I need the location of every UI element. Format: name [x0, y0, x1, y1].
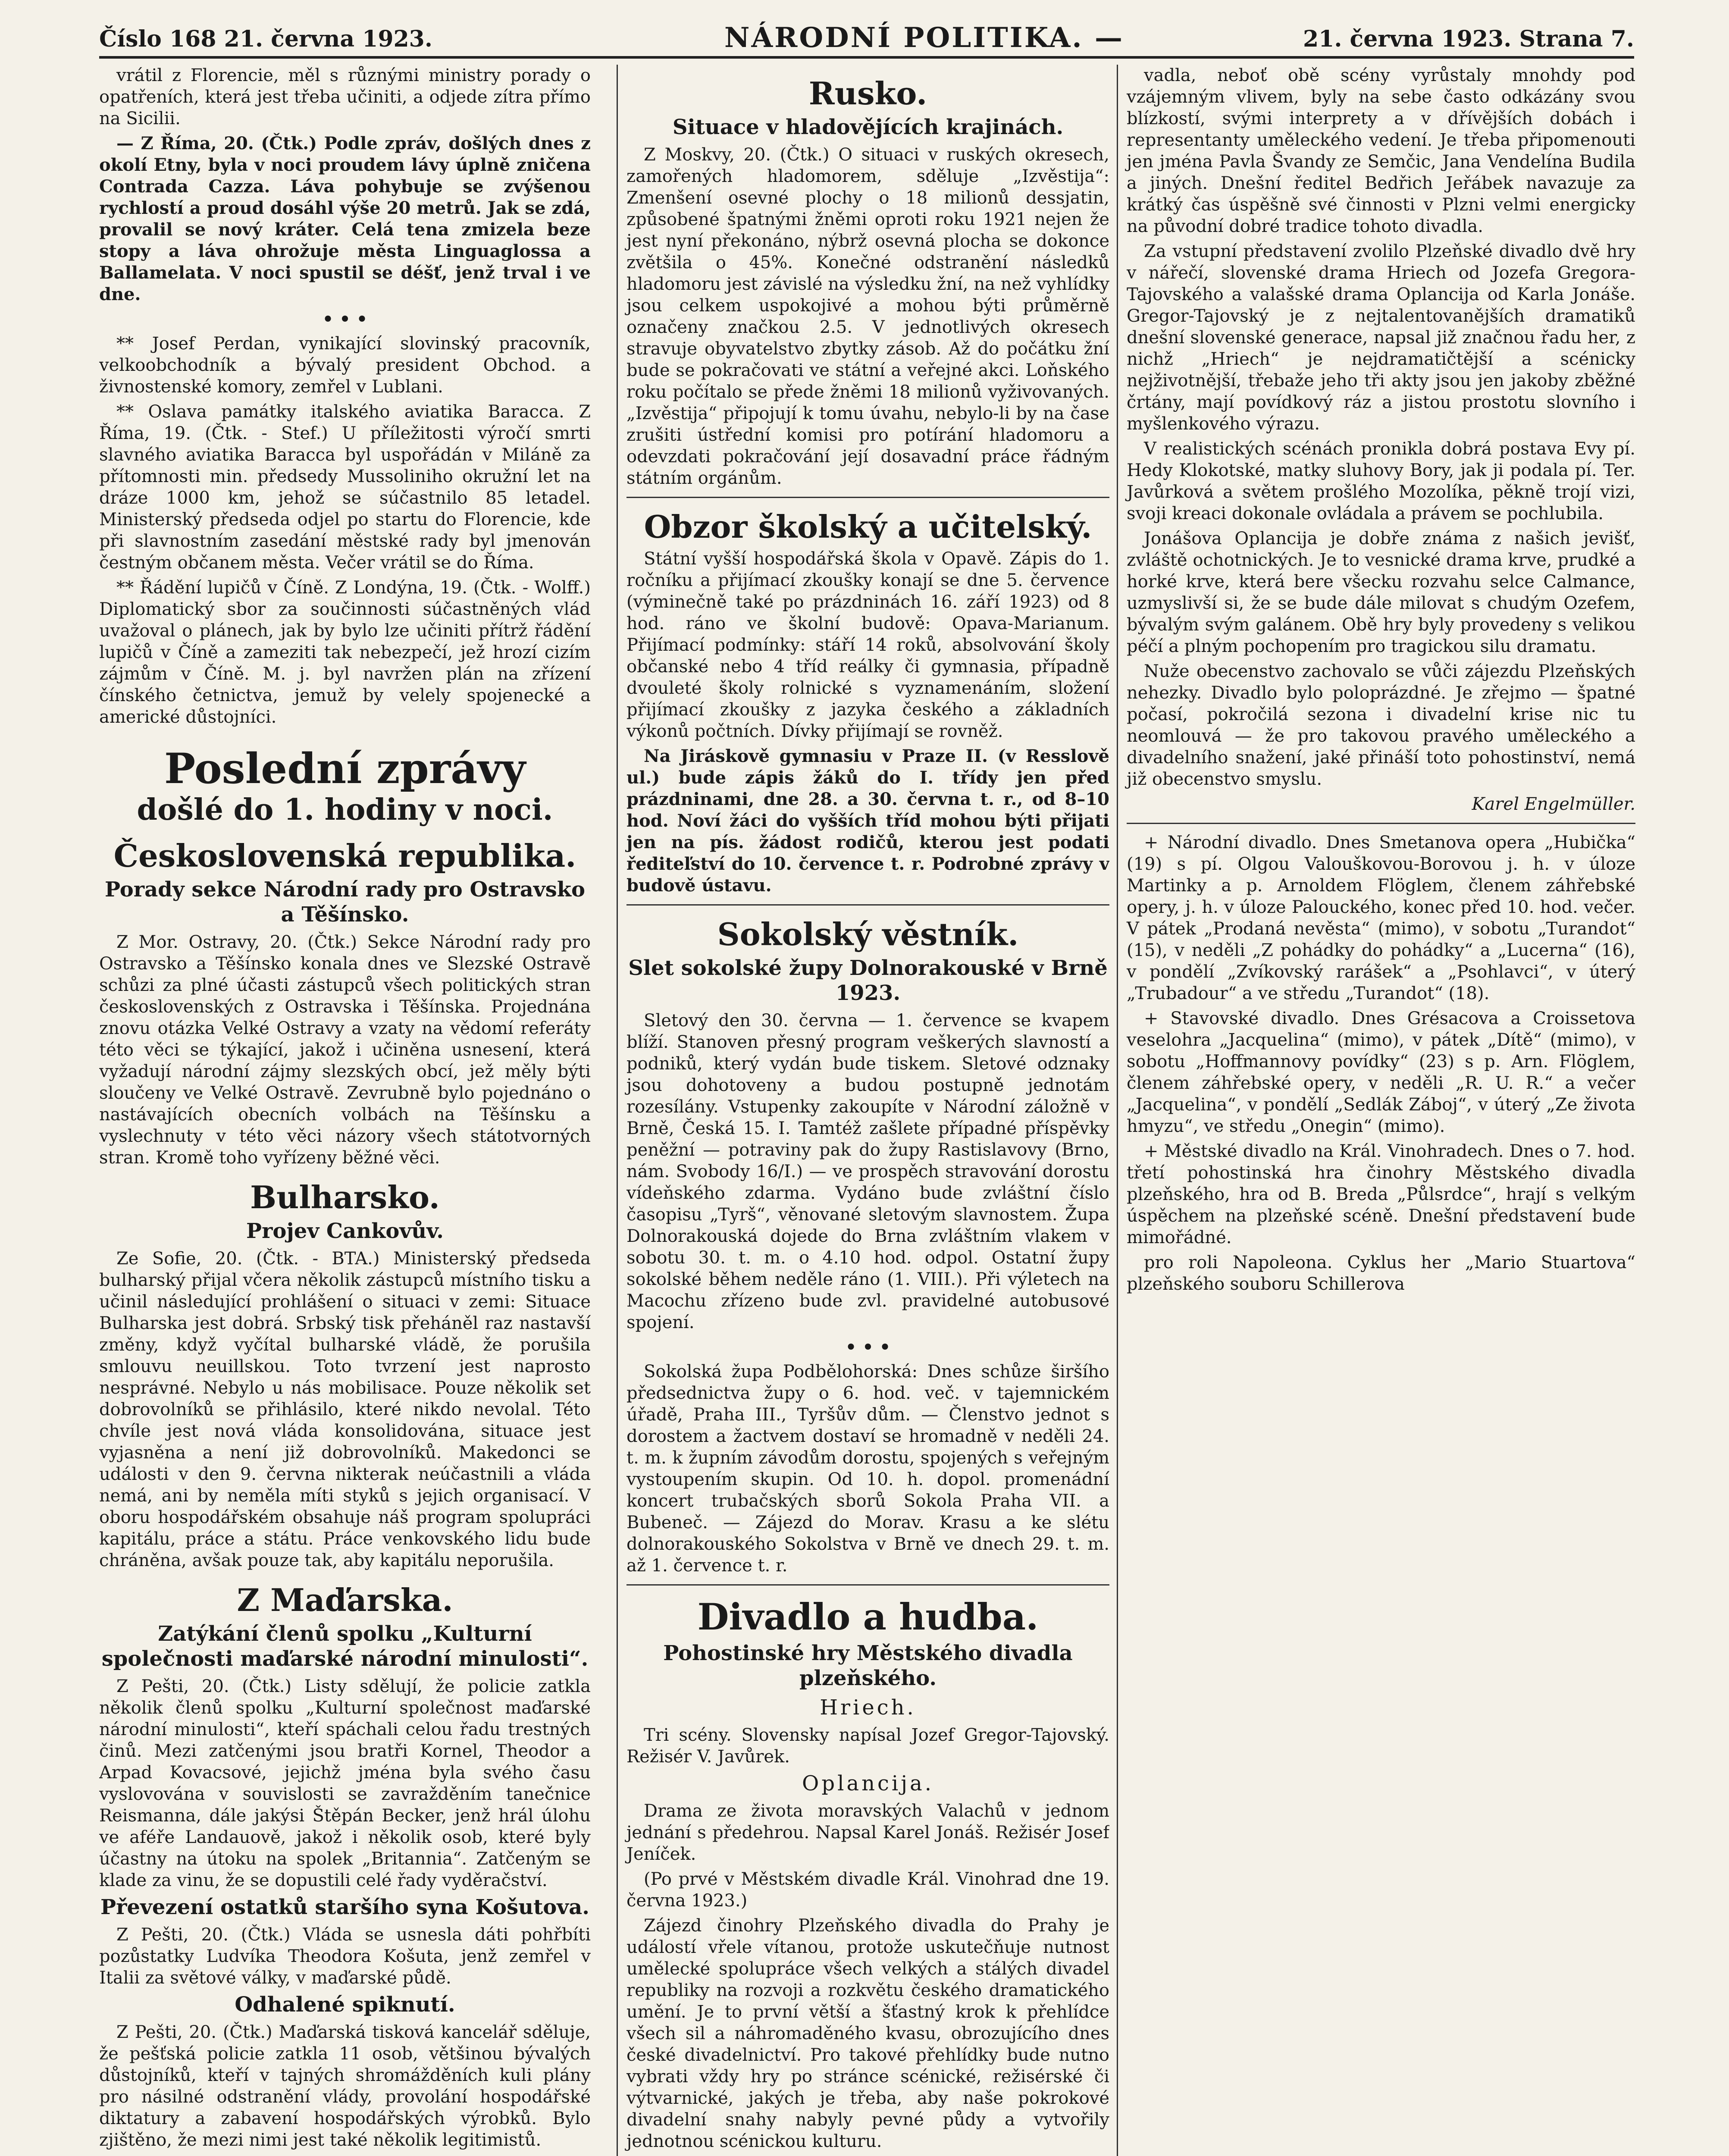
- issue-date: Číslo 168 21. června 1923.: [99, 26, 432, 52]
- program-vinohrady: + Městské divadlo na Král. Vinohradech. Dnes o 7. hod. třetí pohostinská hra činohry Městského divadla plzeňského, hra od B. Breda „Půlsrdce“, hrají s velkým úspěchem na plzeňské scéně. Dnešní představení bude mimořádné.: [1127, 1141, 1635, 1247]
- article-body-obzor: Státní vyšší hospodářská škola v Opavě. Zápis do 1. ročníku a přijímací zkoušky konají se dne 5. července (výminečně také po prázdninách 16. září 1923) od 8 hod. ráno ve školní budově: Opava-Marianum. Přijímací podmínky: stáří 14 roků, absolvování školy občanské nebo 4 tříd reálky či gymnasia, případně dvouleté školy rolnické s vyznamenáním, složení přijímací zkoušky z jazyka českého a základních výkonů počtních. Dívky přijímají se rovněž.: [626, 549, 1109, 741]
- article-title-slet: Slet sokolské župy Dolnorakouské v Brně 1923.: [628, 956, 1108, 1005]
- section-theatre: Divadlo a hudba.: [697, 1595, 1039, 1638]
- play-info-oplancija: Drama ze života moravských Valachů v jednom jednání s předehrou. Napsal Karel Jonáš. Režisér Josef Jeníček.: [626, 1801, 1109, 1864]
- article-title-prevezeni: Převezení ostatků staršího syna Košutova.: [100, 1895, 589, 1919]
- review-text-4: Jonášova Oplancija je dobře známa z našich jevišť, zvláště ochotnických. Je to vesnické drama krve, prudké a horké krve, která bere všecku rozvahu selce Calmance, uzmyslivší si, že se bude dále milovat s chudým Ozefem, bývalým svým galánem. Obě hry byly provedeny s velikou péčí a plným pochopením pro tragickou silu dramatu.: [1127, 529, 1635, 656]
- section-school: Obzor školský a učitelský.: [644, 508, 1092, 545]
- review-signature: Karel Engelmüller.: [1472, 794, 1635, 814]
- section-bulgaria: Bulharsko.: [250, 1179, 440, 1216]
- column-tail: pro roli Napoleona. Cyklus her „Mario Stuartova“ plzeňského souboru Schillerova: [1127, 1253, 1635, 1294]
- article-title-pohostinske: Pohostinské hry Městského divadla plzeňského.: [663, 1641, 1073, 1690]
- intro-text: vrátil z Florencie, měl s různými ministry porady o opatřeních, která jest třeba učiniti, a odjede zítra přímo na Sicilii.: [99, 66, 591, 128]
- article-body-zajezd: Zájezd činohry Plzeňského divadla do Prahy je událostí vřele vítanou, protože uskutečňuje nutnost umělecké spolupráce všech velkých a stálých divadel republiky na rozvoji a rozkvětu českého dramatického umění. Je to první větší a šťastný krok k přehlídce všech sil a náhromaděného kvasu, obrozujícího dnes české divadelnictví. Pro takové přehlídky bude nutno vybrati vždy hry po stránce scénické, režisérské či výtvarnické, jakých je třeba, aby naše pokrokové divadelní snahy nabyly pevné půdy a vytvořily jednotnou scénickou kulturu.: [626, 1916, 1109, 2151]
- play-title-hriech: Hriech.: [820, 1695, 916, 1720]
- article-body-cankov: Ze Sofie, 20. (Čtk. - BTA.) Ministerský předseda bulharský přijal včera několik zástupců místního tisku a učinil následující prohlášení o situaci v zemi: Situace Bulharska jest dobrá. Srbský tisk přeháněl raz nastavší změny, když vyčítal bulharské vládě, že porušila smlouvu neuillskou. Toto tvrzení jest naprosto nesprávné. Nebylo u nás mobilisace. Pouze několik set dobrovolníků se přihlásilo, které nikdo nevolal. Této chvíle jest nová vláda konsolidována, situace jest vyjasněna a není již dobrovolníků. Makedonci se události v den 9. června nikterak neúčastnili a vláda nemá, ani by neměla míti styků s jejich organisací. V oboru hospodářském obsahuje náš program spolupráci kapitálu, práce a státu. Práce venkovského lidu bude chráněna, avšak pouze tak, aby kapitálu neporušila.: [99, 1249, 591, 1570]
- divider: [1127, 823, 1635, 824]
- column-1: [99, 65, 591, 2156]
- play-info-hriech: Tri scény. Slovensky napísal Jozef Gregor-Tajovský. Režisér V. Javůrek.: [626, 1725, 1109, 1767]
- divider: [626, 904, 1109, 906]
- article-title-porady: Porady sekce Národní rady pro Ostravsko a Těšínsko.: [104, 877, 586, 927]
- headline-subtitle: došlé do 1. hodiny v noci.: [137, 793, 553, 827]
- section-czechoslovakia: Československá republika.: [113, 837, 576, 874]
- article-title-cankov: Projev Cankovův.: [246, 1219, 444, 1243]
- article-body-spiknuti: Z Pešti, 20. (Čtk.) Maďarská tisková kancelář sděluje, že pešťská policie zatkla 11 osob, většinou bývalých důstojníků, kteří v tajných shromážděních kuli plány pro násilné odstranění vlády, provolání hospodářské diktatury a zabavení hospodářských výrobků. Bylo zjištěno, že mezi nimi jest také několik legitimistů.: [99, 2022, 591, 2150]
- separator-dots: • • •: [322, 309, 368, 329]
- program-stavovske: + Stavovské divadlo. Dnes Grésacova a Croissetova veselohra „Jacquelina“ (mimo), v pátek „Dítě“ (mimo), v sobotu „Hoffmannovy povídky“ (23) s p. Arn. Flöglem, členem záhřebské opery, v neděli „R. U. R.“ a večer „Jacquelina“, v pondělí „Sedlák Záboj“, v úterý „Ze života hmyzu“, ve středu „Onegin“ (mimo).: [1127, 1009, 1635, 1136]
- article-title-spiknuti: Odhalené spiknutí.: [235, 1993, 455, 2017]
- article-body-porady: Z Mor. Ostravy, 20. (Čtk.) Sekce Národní rady pro Ostravsko a Těšínsko konala dnes ve Slezské Ostravě schůzi za plné účasti zástupců všech politických stran československých z Ostravska i Těšínska. Projednána znovu otázka Velké Ostravy a vzaty na vědomí referáty této věci se týkající, jakož i učiněna usnesení, která vyžadují národní zájmy slezských obcí, jež měly býti sloučeny ve Velké Ostravě. Zevrubně bylo pojednáno o nastávajících obecních volbách na Těšínsku a vyslechnuty v této věci názory všech státotvorných stran. Kromě toho vyřízeny běžné věci.: [99, 932, 591, 1168]
- article-body-prevezeni: Z Pešti, 20. (Čtk.) Vláda se usnesla dáti pohřbíti pozůstatky Ludvíka Theodora Košuta, jenž zemřel v Italii za světové války, v maďarské půdě.: [99, 1925, 591, 1988]
- section-hungary: Z Maďarska.: [237, 1582, 453, 1618]
- headline-latest-news: Poslední zprávy: [164, 744, 526, 793]
- section-russia: Rusko.: [808, 75, 927, 112]
- program-narodni: + Národní divadlo. Dnes Smetanova opera „Hubička“ (19) s pí. Olgou Valouškovou-Borovou j. h. v úloze Martinky a p. Arnoldem Flöglem, členem záhřebské opery, j. h. v úloze Palouckého, konec před 10. hod. večer. V pátek „Prodaná nevěsta“ (mimo), v sobotu „Turandot“ (15), v neděli „Z pohádky do pohádky“ a „Lucerna“ (16), v pondělí „Zvíkovský rarášek“ a „Psohlavci“, v úterý „Trubadour“ a ve středu „Turandot“ (18).: [1127, 833, 1635, 1003]
- article-body-zatykani: Z Pešti, 20. (Čtk.) Listy sdělují, že policie zatkla několik členů spolku „Kulturní společnost maďarské národní minulosti“, kteří spáchali celou řadu trestných činů. Mezi zatčenými jsou bratři Kornel, Theodor a Arpad Kovacsové, jejichž jména byla svého času vyslovována v souvislosti se zavražděním tanečnice Reismanna, dále jakýsi Štěpán Becker, jenž hrál úlohu ve aféře Landauově, jakož i několik osob, které byly účastny na útoku na spolek „Britannia“. Zatčeným se klade za vinu, že se dopustili celé řady vyděračství.: [99, 1677, 591, 1890]
- review-text-3: V realistických scénách pronikla dobrá postava Evy pí. Hedy Klokotské, matky sluhovy Bory, jak ji podala pí. Ter. Javůrková a světem prošlého Mozolíka, pěkně trojí vizi, svoji kreaci dokonale ovládala a právem se pochlubila.: [1127, 439, 1635, 523]
- notice-jiraskovo: Na Jiráskově gymnasiu v Praze II. (v Resslově ul.) bude zápis žáků do I. třídy jen před prázdninami, dne 28. a 30. června t. r., od 8–10 hod. Noví žáci do vyšších tříd mohou býti přijati jen na pís. žádost rodičů, kterou jest podati řediteľství do 10. července t. r. Podrobné zprávy v budově ústavu.: [626, 746, 1109, 896]
- divider: [626, 497, 1109, 498]
- article-body-podbelo: Sokolská župa Podbělohorská: Dnes schůze širšího předsednictva župy o 6. hod. več. v tajemnickém úřadě, Praha III., Tyršův dům. — Členstvo jednot s dorostem a žactvem dostaví se hromadně v neděli 24. t. m. k župním závodům dorostu, spojených s veřejným vystoupením skupin. Od 10. h. dopol. promenádní koncert trubačských sborů Sokola Praha VII. a Bubeneč. — Zájezd do Morav. Krasu a ke slétu dolnorakouského Sokolstva v Brně ve dnech 29. t. m. až 1. července t. r.: [626, 1362, 1109, 1576]
- china-report: ** Řádění lupičů v Číně. Z Londýna, 19. (Čtk. - Wolff.) Diplomatický sbor za součinnosti súčastněných vlád uvažoval o plánech, jak by bylo lze učiniti přítrž řádění lupičů v Číně a zameziti tak nebezpečí, jež hrozí cizím zájmům v Číně. M. j. byl navržen plán na zřízení čínského četnictva, jemuž by velely spojenecké a americké důstojníci.: [99, 578, 591, 727]
- baracca-report: ** Oslava památky italského aviatika Baracca. Z Říma, 19. (Čtk. - Stef.) U příležitosti výročí smrti slavného aviatika Baracca byl uspořádán v Miláně za přítomnosti min. předsedy Mussoliniho okružní let na dráze 1000 km, jehož se súčastnilo 85 letadel. Ministerský předseda odjel po startu do Florencie, kde při slavnostním zasedání městské rady byl jmenován čestným občanem města. Večer vrátil se do Říma.: [99, 402, 591, 573]
- article-title-situace: Situace v hladovějících krajinách.: [672, 115, 1064, 139]
- article-body-slet: Sletový den 30. června — 1. července se kvapem blíží. Stanoven přesný program veškerých slavností a podniků, který vydán bude tiskem. Sletové odznaky jsou dohotoveny a budou postupně jednotám rozesílány. Vstupenky zakoupíte v Národní záložně v Brně, Česká 15. I. Tamtéž zašlete případné příspěvky peněžní — potraviny pak do župy Rastislavovy (Brno, nám. Svobody 16/I.) — ve prospěch stravování dorostu vídeňského zdarma. Vydáno bude zvláštní číslo časopisu „Tyrš“, věnované sletovým slavnostem. Župa Dolnorakouská dojede do Brna zvláštním vlakem v sobotu 30. t. m. o 4.10 hod. odpol. Ostatní župy sokolské během neděle ráno (1. VIII.). Při výletech na Macochu zřízeno bude zvl. pravidelné autobusové spojení.: [626, 1011, 1109, 1332]
- divider: [626, 1584, 1109, 1586]
- etna-report: — Z Říma, 20. (Čtk.) Podle zpráv, došlých dnes z okolí Etny, byla v noci proudem lávy úplně zničena Contrada Cazza. Láva pohybuje se zvýšenou rychlostí a proud dosáhl výše 20 metrů. Jak se zdá, provalil se nový kráter. Celá tena zmizela beze stopy a láva ohrožuje města Linguaglossa a Ballamelata. V noci spustil se déšť, jenž trval i ve dne.: [99, 133, 591, 304]
- review-text-1: vadla, neboť obě scény vyrůstaly mnohdy pod vzájemným vlivem, byly na sebe často odkázány svou blízkostí, svými interprety a v dřívějších dobách i representanty uměleckého vedení. Je třeba připomenouti jen jména Pavla Švandy ze Semčic, Jana Vendelína Budila a jiných. Dnešní ředitel Bedřich Jeřábek navazuje za krátký čas úspěšně své činnosti v Plzni velmi energicky na původní dobré tradice tohoto divadla.: [1127, 66, 1635, 236]
- article-body-rusko: Z Moskvy, 20. (Čtk.) O situaci v ruských okresech, zamořených hladomorem, sděluje „Izvěstija“: Zmenšení osevné plochy o 18 milionů dessjatin, způsobené špatnými žněmi oproti roku 1921 nejen že jest nyní překonáno, nýbrž osevná plocha se dokonce zvětšila o 45%. Konečné odstranění následků hladomoru jest závislé na výsledku žní, na než vyhlídky jsou celkem uspokojivé a mohou býti průměrně označeny značkou 2.5. V jednotlivých okresech stravuje obyvatelstvo zbytky zásob. Až do počátku žní bude se pokračovati ve státní a veřejné akci. Loňského roku počítalo se přede žněmi 18 milionů vyživovaných. „Izvěstija“ připojují k tomu úvahu, nebylo-li by na čase zrušiti ústřední komisi pro potírání hladomoru a odevzdati pokračování její dosavadní práce řádným státním orgánům.: [626, 145, 1109, 488]
- page-number: 21. června 1923. Strana 7.: [1303, 26, 1634, 52]
- premiere-note: (Po prvé v Městském divadle Král. Vinohrad dne 19. června 1923.): [626, 1869, 1109, 1911]
- newspaper-title: NÁRODNÍ POLITIKA. —: [724, 22, 1124, 54]
- article-title-zatykani: Zatýkání členů spolku „Kulturní společnosti maďarské národní minulosti“.: [101, 1622, 589, 1671]
- play-title-oplancija: Oplancija.: [802, 1771, 934, 1796]
- column-3: [1117, 65, 1635, 2156]
- separator-dots: • • •: [845, 1337, 891, 1357]
- column-2: [617, 65, 1109, 2156]
- review-text-5: Nuže obecenstvo zachovalo se vůči zájezdu Plzeňských nehezky. Divadlo bylo poloprázdné. Je zřejmo — špatné počasí, pokročilá sezona i divadelní krise nic tu neomlouvá — že pro takovou pravého uměleckého a divadelního snažení, jaké přináší toto pohostinství, nemá již obecenstvo smyslu.: [1127, 661, 1635, 789]
- perdan-obituary: ** Josef Perdan, vynikající slovinský pracovník, velkoobchodník a bývalý president Obchod. a živnostenské komory, zemřel v Lublani.: [99, 334, 591, 397]
- review-text-2: Za vstupní představení zvolilo Plzeňské divadlo dvě hry v nářečí, slovenské drama Hriech od Jozefa Gregora-Tajovského a valašské drama Oplancija od Karla Jonáše. Gregor-Tajovský je z nejtalentovanějších dramatiků dnešní slovenské generace, napsal již značnou řadu her, z nichž „Hriech“ je nejdramatičtější a scénicky nejživotnější, třebaže jeho tři akty jsou jen jakoby zběžné črtány, mají povídkový ráz a jistou prostotu slovního i myšlenkového výrazu.: [1127, 241, 1635, 434]
- section-sokol: Sokolský věstník.: [717, 916, 1019, 953]
- page-header: [99, 17, 1634, 59]
